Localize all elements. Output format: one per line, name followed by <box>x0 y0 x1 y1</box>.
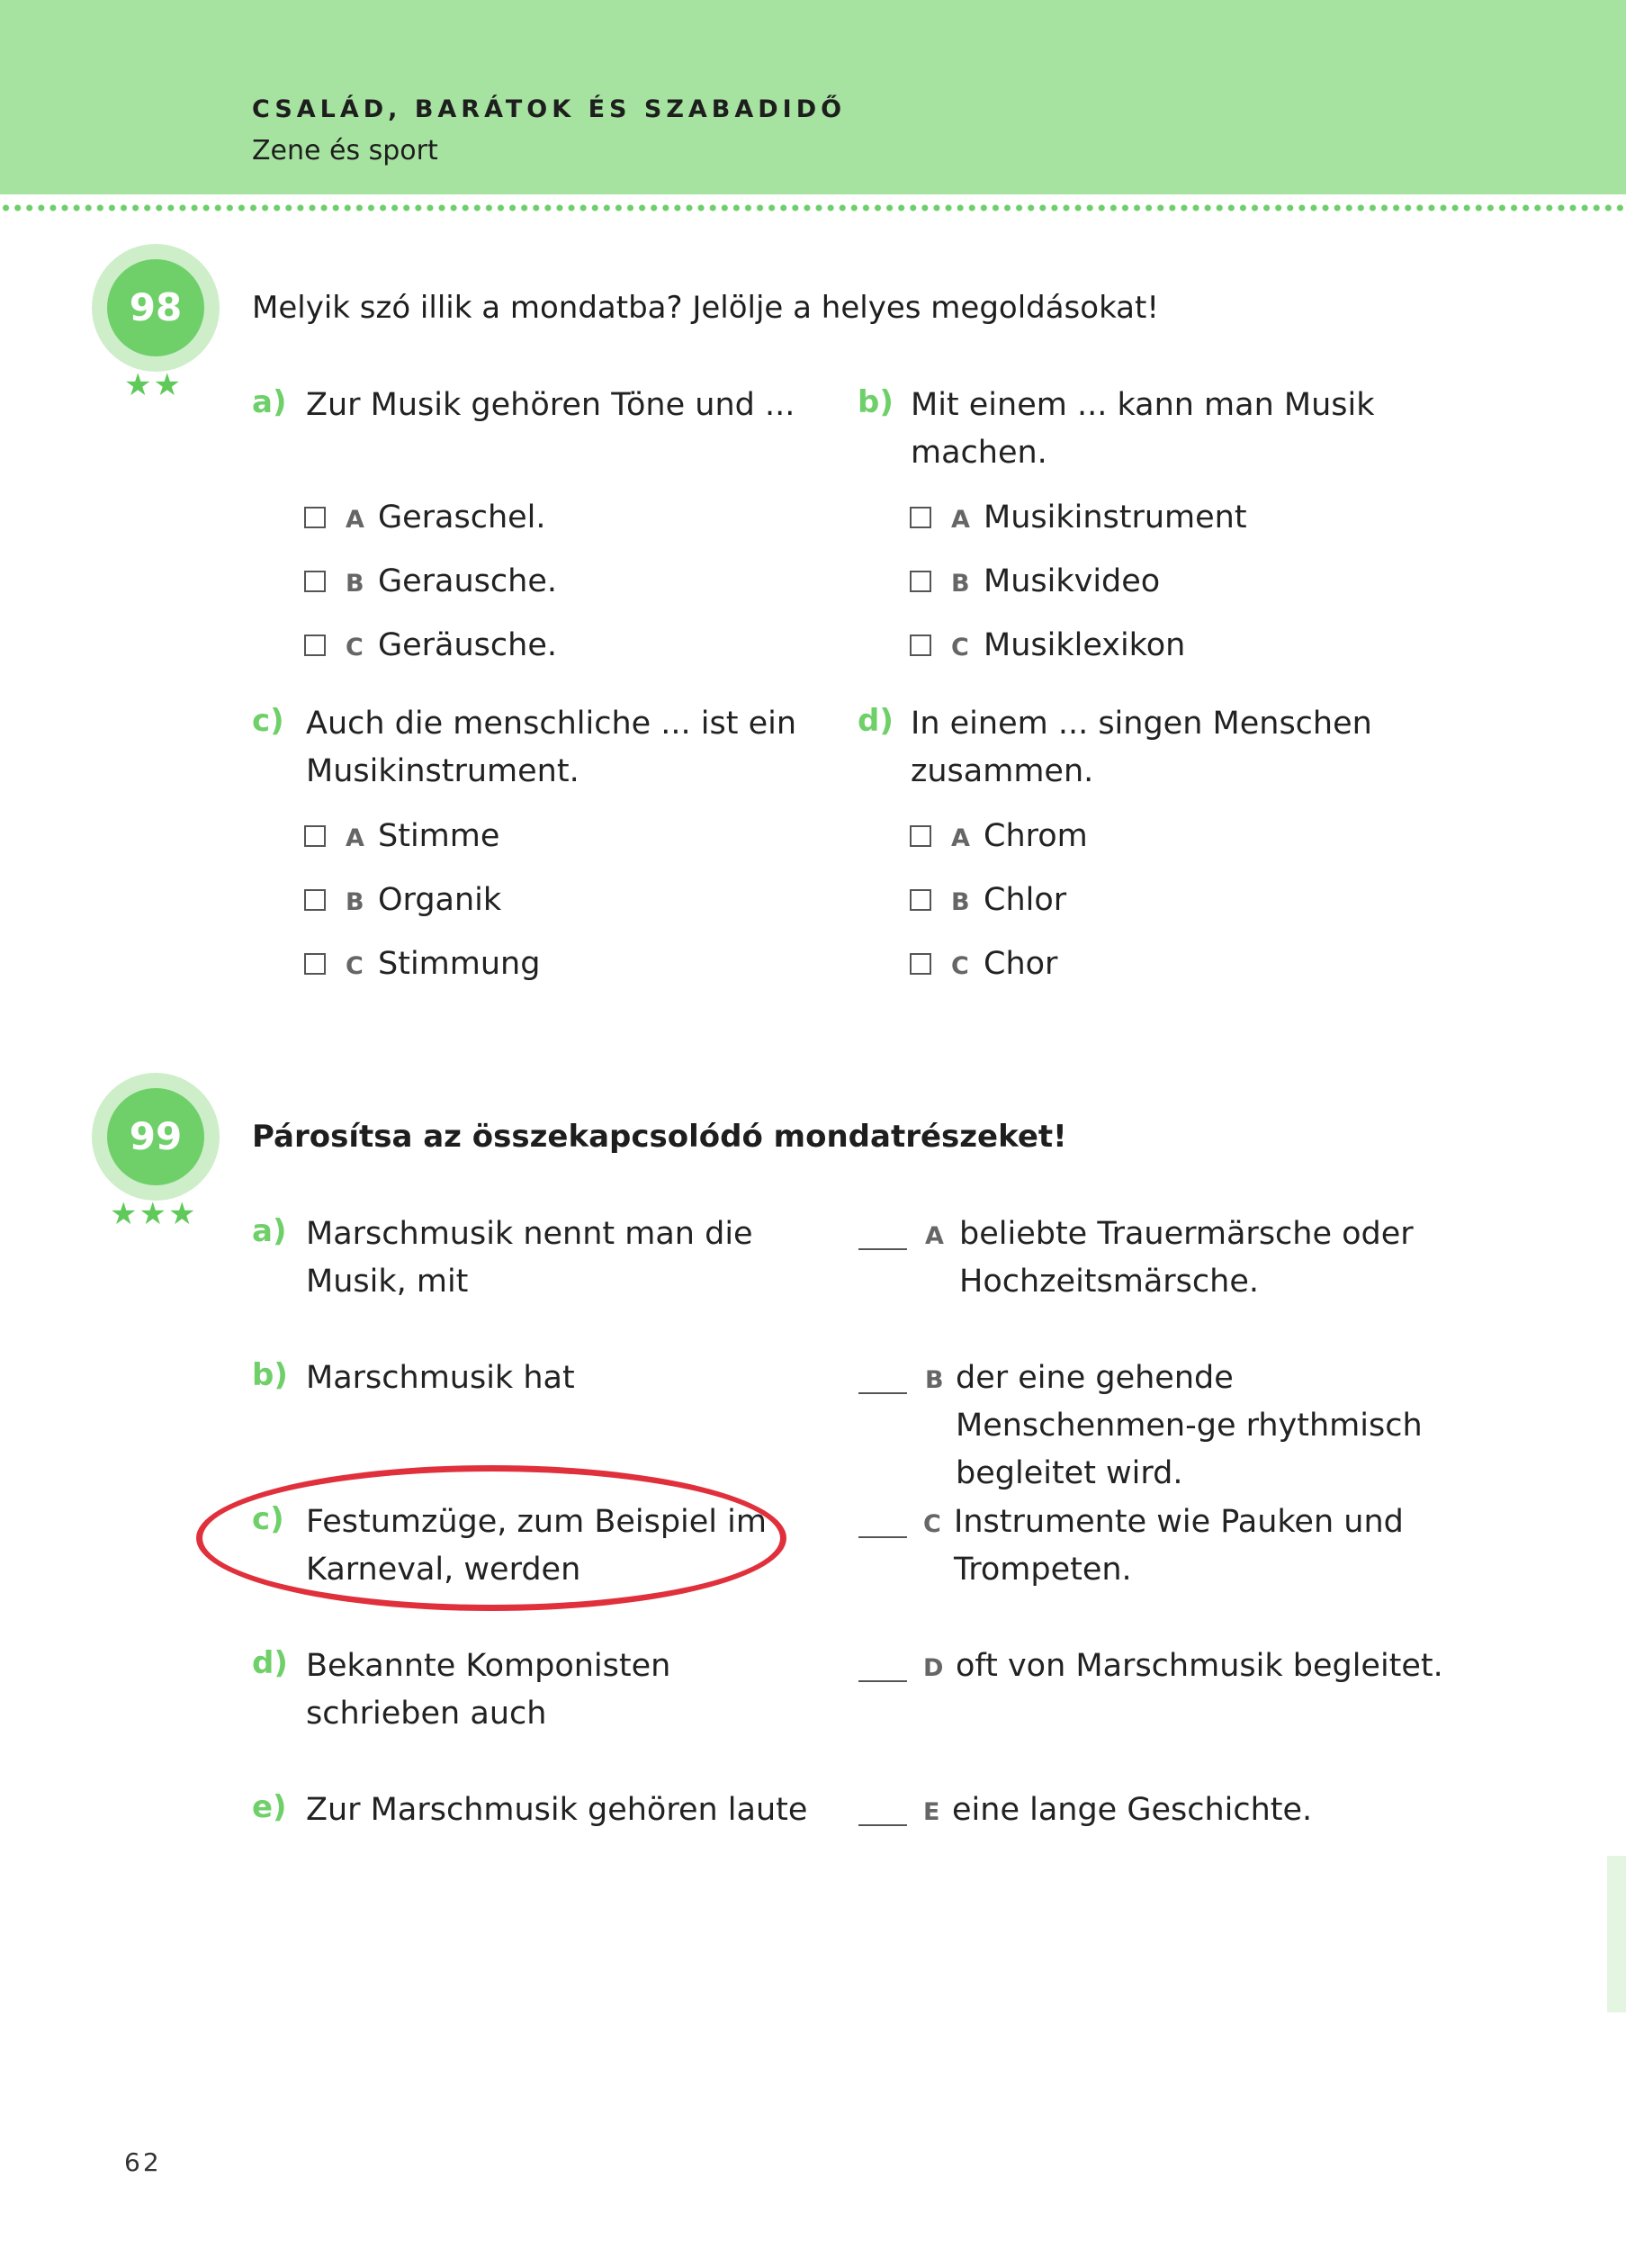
option-letter: A <box>951 824 970 852</box>
page-number: 62 <box>124 2147 162 2177</box>
option-text: Geräusche. <box>378 627 557 663</box>
option-row[interactable] <box>910 880 1066 922</box>
match-right-text: der eine gehende Menschenmen-ge rhythmisch begleitet wird. <box>956 1360 1423 1491</box>
match-right-text: beliebte Trauermärsche oder Hochzeitsmärsche. <box>959 1216 1414 1300</box>
answer-blank[interactable] <box>858 1536 907 1538</box>
match-right-text: eine lange Geschichte. <box>952 1792 1313 1828</box>
option-letter: B <box>951 888 970 916</box>
chapter-header <box>0 0 1626 194</box>
option-text: Gerausche. <box>378 563 557 599</box>
option-letter: B <box>951 570 970 598</box>
option-text: Chor <box>984 946 1058 982</box>
chapter-title: CSALÁD, BARÁTOK ÉS SZABADIDŐ <box>252 95 847 123</box>
option-row[interactable] <box>910 562 1160 604</box>
option-row[interactable] <box>304 816 499 859</box>
option-row[interactable] <box>304 498 546 540</box>
match-right-letter: E <box>923 1798 940 1826</box>
highlight-ellipse <box>196 1465 786 1611</box>
checkbox[interactable] <box>304 889 326 911</box>
match-left-text: Marschmusik hat <box>306 1360 575 1396</box>
checkbox[interactable] <box>910 825 931 847</box>
option-text: Stimmung <box>378 946 541 982</box>
match-left-letter: d) <box>252 1645 288 1681</box>
page-side-tab <box>1607 1856 1626 2012</box>
match-left-text: Festumzüge, zum Beispiel im Karneval, werden <box>306 1504 767 1588</box>
match-left-text: Zur Marschmusik gehören laute <box>306 1792 808 1828</box>
match-right-letter: C <box>923 1510 941 1538</box>
match-left-text: Bekannte Komponisten schrieben auch <box>306 1648 671 1732</box>
subchapter-title: Zene és sport <box>252 135 438 166</box>
difficulty-stars: ★★★ <box>110 1196 198 1232</box>
match-right-letter: A <box>925 1222 944 1250</box>
match-right-text: Instrumente wie Pauken und Trompeten. <box>954 1504 1404 1588</box>
answer-blank[interactable] <box>858 1680 907 1682</box>
option-letter: C <box>951 634 969 662</box>
option-letter: B <box>346 888 364 916</box>
match-right-letter: B <box>925 1366 944 1394</box>
exercise-instruction: Melyik szó illik a mondatba? Jelölje a helyes megoldásokat! <box>252 290 1159 326</box>
option-text: Chrom <box>984 818 1088 854</box>
option-row[interactable] <box>304 626 557 668</box>
match-left-letter: b) <box>252 1357 288 1393</box>
option-text: Stimme <box>378 818 500 854</box>
option-letter: A <box>346 506 364 534</box>
match-left-letter: a) <box>252 1213 287 1249</box>
question-letter: d) <box>858 703 894 739</box>
answer-blank[interactable] <box>858 1248 907 1250</box>
answer-blank[interactable] <box>858 1824 907 1826</box>
match-right-letter: D <box>923 1654 944 1682</box>
checkbox[interactable] <box>910 507 931 528</box>
option-letter: B <box>346 570 364 598</box>
dotted-divider <box>0 203 1626 212</box>
exercise-number-badge <box>92 1073 220 1201</box>
question-letter: a) <box>252 384 287 420</box>
checkbox[interactable] <box>304 825 326 847</box>
option-row[interactable] <box>304 562 557 604</box>
exercise-instruction: Párosítsa az összekapcsolódó mondatrészeket! <box>252 1119 1067 1155</box>
option-text: Musikinstrument <box>984 500 1247 536</box>
exercise-number: 99 <box>107 1088 204 1185</box>
question-text: Auch die menschliche ... ist ein Musikinstrument. <box>306 706 797 789</box>
checkbox[interactable] <box>910 571 931 592</box>
question-letter: b) <box>858 384 894 420</box>
checkbox[interactable] <box>910 889 931 911</box>
option-row[interactable] <box>304 880 501 922</box>
option-text: Musikvideo <box>984 563 1161 599</box>
option-row[interactable] <box>910 498 1247 540</box>
exercise-number: 98 <box>107 259 204 356</box>
match-left-letter: e) <box>252 1789 287 1825</box>
checkbox[interactable] <box>304 507 326 528</box>
match-right-text: oft von Marschmusik begleitet. <box>956 1648 1443 1684</box>
exercise-number-badge <box>92 244 220 372</box>
option-row[interactable] <box>910 944 1057 986</box>
question-text: Mit einem ... kann man Musik machen. <box>911 387 1375 471</box>
question-text: Zur Musik gehören Töne und ... <box>306 387 795 423</box>
checkbox[interactable] <box>304 634 326 656</box>
answer-blank[interactable] <box>858 1392 907 1394</box>
option-text: Organik <box>378 882 502 918</box>
option-letter: C <box>346 952 364 980</box>
question-text: In einem ... singen Menschen zusammen. <box>911 706 1372 789</box>
match-left-text: Marschmusik nennt man die Musik, mit <box>306 1216 753 1300</box>
option-letter: C <box>346 634 364 662</box>
option-text: Musiklexikon <box>984 627 1186 663</box>
checkbox[interactable] <box>910 953 931 975</box>
option-letter: A <box>346 824 364 852</box>
option-row[interactable] <box>910 626 1185 668</box>
difficulty-stars: ★★ <box>124 367 183 403</box>
option-text: Geraschel. <box>378 500 546 536</box>
option-letter: A <box>951 506 970 534</box>
option-row[interactable] <box>304 944 540 986</box>
checkbox[interactable] <box>910 634 931 656</box>
option-letter: C <box>951 952 969 980</box>
question-letter: c) <box>252 703 284 739</box>
option-text: Chlor <box>984 882 1067 918</box>
checkbox[interactable] <box>304 571 326 592</box>
checkbox[interactable] <box>304 953 326 975</box>
match-left-letter: c) <box>252 1501 284 1537</box>
option-row[interactable] <box>910 816 1088 859</box>
